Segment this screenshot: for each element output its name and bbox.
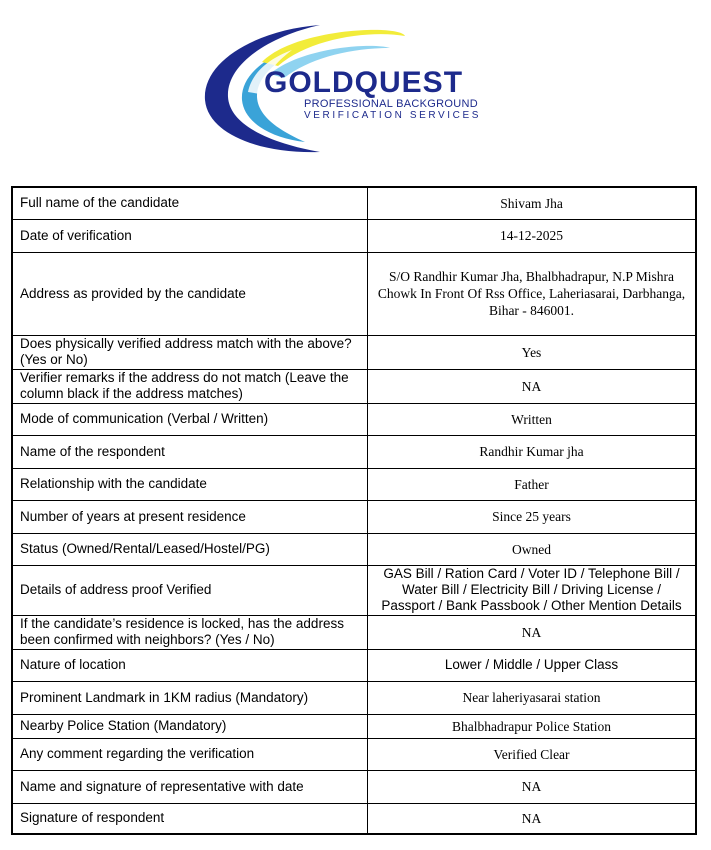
row-value: 14-12-2025 bbox=[368, 219, 697, 252]
row-value: Yes bbox=[368, 335, 697, 369]
row-label: Any comment regarding the verification bbox=[12, 738, 368, 770]
table-row bbox=[12, 435, 696, 468]
table-row bbox=[12, 714, 696, 738]
table-row bbox=[12, 738, 696, 770]
row-value: NA bbox=[368, 369, 697, 403]
row-value: Near laheriyasarai station bbox=[368, 681, 697, 714]
logo-word-quest: QUEST bbox=[354, 66, 464, 99]
table-row bbox=[12, 565, 696, 615]
table-row bbox=[12, 187, 696, 219]
logo-word-gold: GOLD bbox=[264, 66, 355, 99]
row-label: Date of verification bbox=[12, 219, 368, 252]
row-label: Name of the respondent bbox=[12, 435, 368, 468]
logo-tagline-line2: VERIFICATION SERVICES bbox=[304, 110, 482, 121]
row-label: Verifier remarks if the address do not match (Leave the column black if the address matches) bbox=[12, 369, 368, 403]
row-value: Written bbox=[368, 403, 697, 435]
logo-wordmark bbox=[264, 68, 463, 98]
row-value: NA bbox=[368, 770, 697, 803]
table-row bbox=[12, 219, 696, 252]
row-label: Nearby Police Station (Mandatory) bbox=[12, 714, 368, 738]
row-value: Verified Clear bbox=[368, 738, 697, 770]
row-value: S/O Randhir Kumar Jha, Bhalbhadrapur, N.P Mishra Chowk In Front Of Rss Office, Laheriasarai, Darbhanga, Bihar - 846001. bbox=[368, 252, 697, 335]
row-value: Since 25 years bbox=[368, 500, 697, 533]
company-logo bbox=[200, 22, 510, 157]
table-row bbox=[12, 369, 696, 403]
table-row bbox=[12, 803, 696, 834]
row-value: Shivam Jha bbox=[368, 187, 697, 219]
table-row bbox=[12, 403, 696, 435]
row-label: Prominent Landmark in 1KM radius (Mandatory) bbox=[12, 681, 368, 714]
table-row bbox=[12, 335, 696, 369]
logo-tagline-line1: PROFESSIONAL BACKGROUND bbox=[304, 98, 478, 110]
row-label: Address as provided by the candidate bbox=[12, 252, 368, 335]
table-row bbox=[12, 468, 696, 500]
row-value: Randhir Kumar jha bbox=[368, 435, 697, 468]
table-row bbox=[12, 770, 696, 803]
verification-table bbox=[11, 186, 697, 835]
table-row bbox=[12, 252, 696, 335]
table-row bbox=[12, 500, 696, 533]
row-label: If the candidate’s residence is locked, has the address been confirmed with neighbors? (Yes / No) bbox=[12, 615, 368, 649]
row-label: Signature of respondent bbox=[12, 803, 368, 834]
row-label: Relationship with the candidate bbox=[12, 468, 368, 500]
row-value: Bhalbhadrapur Police Station bbox=[368, 714, 697, 738]
row-label: Nature of location bbox=[12, 649, 368, 681]
table-row bbox=[12, 649, 696, 681]
row-value: NA bbox=[368, 615, 697, 649]
row-value: Owned bbox=[368, 533, 697, 565]
row-value: Lower / Middle / Upper Class bbox=[368, 649, 697, 681]
row-label: Name and signature of representative with date bbox=[12, 770, 368, 803]
row-label: Mode of communication (Verbal / Written) bbox=[12, 403, 368, 435]
row-label: Full name of the candidate bbox=[12, 187, 368, 219]
row-value: NA bbox=[368, 803, 697, 834]
row-label: Number of years at present residence bbox=[12, 500, 368, 533]
row-value: GAS Bill / Ration Card / Voter ID / Telephone Bill / Water Bill / Electricity Bill / Driving License / Passport / Bank Passbook / Other Mention Details bbox=[368, 565, 697, 615]
row-value: Father bbox=[368, 468, 697, 500]
table-row bbox=[12, 615, 696, 649]
row-label: Does physically verified address match with the above? (Yes or No) bbox=[12, 335, 368, 369]
row-label: Details of address proof Verified bbox=[12, 565, 368, 615]
table-row bbox=[12, 681, 696, 714]
row-label: Status (Owned/Rental/Leased/Hostel/PG) bbox=[12, 533, 368, 565]
table-row bbox=[12, 533, 696, 565]
